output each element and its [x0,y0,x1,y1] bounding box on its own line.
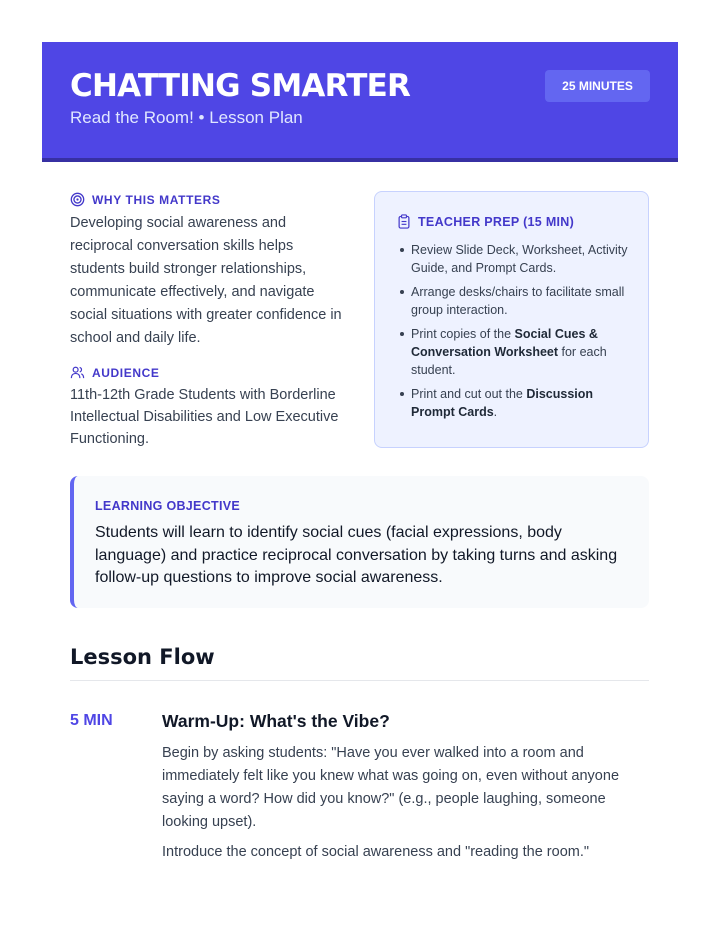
step-title: Warm-Up: What's the Vibe? [162,711,390,731]
audience-heading: AUDIENCE [92,365,160,380]
duration-badge: 25 MINUTES [545,70,650,102]
step-paragraph: Introduce the concept of social awareness and "reading the room." [162,844,590,860]
list-item: Arrange desks/chairs to facilitate small group interaction. [411,283,633,319]
section-divider [70,680,649,681]
list-item: Print copies of the Social Cues & Conversation Worksheet for each student. [411,325,633,379]
learning-objective-text: Students will learn to identify social cues (facial expressions, body language) and practice reciprocal conversation by taking turns and asking follow-up questions to improve social awareness. [95,524,618,586]
why-this-matters-heading: WHY THIS MATTERS [92,192,221,207]
target-icon [70,192,85,207]
users-icon [70,365,85,380]
lesson-subtitle: Read the Room! • Lesson Plan [70,108,303,127]
audience-text: 11th-12th Grade Students with Borderline Intellectual Disabilities and Low Executive Functioning. [70,387,339,447]
list-item: Review Slide Deck, Worksheet, Activity Guide, and Prompt Cards. [411,241,633,277]
list-item: Print and cut out the Discussion Prompt Cards. [411,385,633,421]
teacher-prep-list [411,241,633,427]
teacher-prep-label [397,214,574,229]
learning-objective-box [70,476,649,608]
clipboard-icon [397,214,411,229]
worksheet-name: Social Cues & Conversation Worksheet [411,327,598,359]
lesson-flow-heading: Lesson Flow [70,645,215,669]
why-this-matters-text: Developing social awareness and reciprocal conversation skills helps students build stronger relationships, communicate effectively, and navigate social situations with greater confidence in school and daily life. [70,215,342,346]
step-duration: 5 MIN [70,712,113,729]
lesson-title: CHATTING SMARTER [70,68,411,104]
prompt-cards-name: Discussion Prompt Cards [411,387,594,419]
step-description [162,742,649,871]
learning-objective-label: LEARNING OBJECTIVE [95,499,240,513]
why-this-matters-label [70,192,221,207]
audience-label [70,365,159,380]
lesson-header [42,42,678,162]
teacher-prep-box [374,191,649,448]
step-paragraph: Begin by asking students: "Have you ever walked into a room and immediately felt like you knew what was going on, even without anyone saying a word? How did you know?" (e.g., people laughing, someone looking upset). [162,745,620,830]
teacher-prep-heading: TEACHER PREP (15 MIN) [418,214,575,229]
